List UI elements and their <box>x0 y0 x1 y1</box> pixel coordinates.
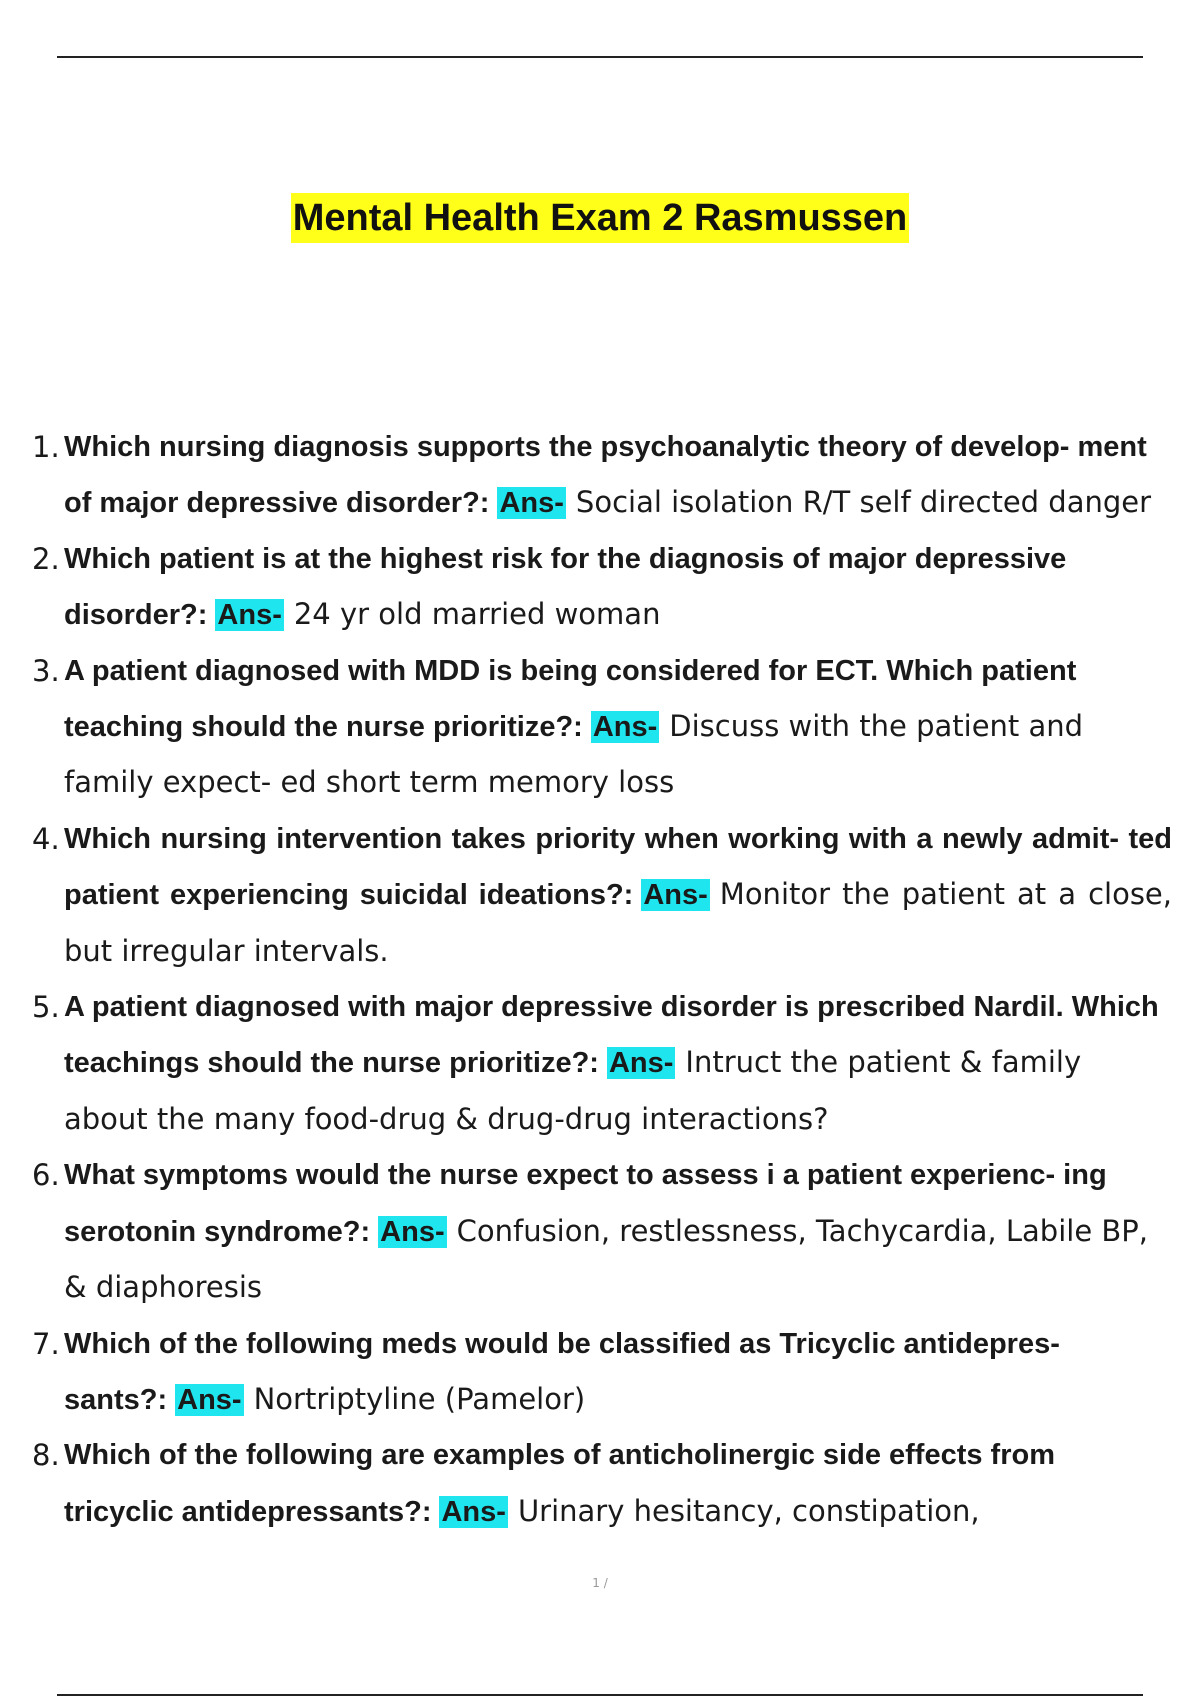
question-text: Which patient is at the highest risk for the diagnosis of major depressive disorder?: <box>64 542 1067 632</box>
answer-text: 24 yr old married woman <box>293 597 661 632</box>
item-number: 6. <box>32 1158 60 1193</box>
answer-tag: Ans- <box>380 1215 445 1248</box>
answer-text: Intruct the patient & family about the many food-drug & drug-drug interactions? <box>64 1045 1082 1136</box>
answer-tag: Ans- <box>217 599 282 632</box>
qa-item-3 <box>32 644 1172 812</box>
answer-text: Nortriptyline (Pamelor) <box>253 1381 586 1416</box>
qa-item-7 <box>32 1317 1172 1429</box>
answer-tag: Ans- <box>592 711 658 744</box>
item-number: 1. <box>32 430 60 464</box>
answer-text: Social isolation R/T self directed danger <box>575 485 1152 520</box>
top-rule <box>57 56 1143 58</box>
question-text: A patient diagnosed with major depressive disorder is prescribed Nardil. Which teachings should the nurse prioritize?: <box>64 991 1159 1080</box>
question-text: Which nursing diagnosis supports the psychoanalytic theory of develop- ment of major depressive disorder?: <box>64 431 1147 520</box>
question-list <box>32 420 1172 1540</box>
bottom-rule <box>57 1694 1143 1696</box>
item-number: 5. <box>32 990 60 1025</box>
question-text: Which nursing intervention takes priority when working with a newly admit- ted patient experiencing suicidal ideations?: <box>64 822 1172 912</box>
item-number: 8. <box>32 1438 60 1473</box>
answer-tag: Ans- <box>441 1495 506 1528</box>
answer-text: Discuss with the patient and family expect- ed short term memory loss <box>64 709 1084 800</box>
answer-tag: Ans- <box>608 1047 674 1080</box>
answer-tag: Ans- <box>177 1383 242 1416</box>
title-block <box>0 193 1200 243</box>
qa-item-8 <box>32 1428 1172 1540</box>
item-number: 7. <box>32 1326 60 1361</box>
qa-item-2 <box>32 532 1172 644</box>
question-text: A patient diagnosed with MDD is being considered for ECT. Which patient teaching should the nurse prioritize?: <box>64 654 1077 744</box>
qa-item-1 <box>32 420 1172 532</box>
document-title: Mental Health Exam 2 Rasmussen <box>291 193 910 243</box>
item-number: 2. <box>32 541 60 576</box>
qa-item-4 <box>32 812 1172 980</box>
qa-item-5 <box>32 980 1172 1148</box>
qa-item-6 <box>32 1148 1172 1316</box>
answer-tag: Ans- <box>643 879 708 912</box>
answer-text: Monitor the patient at a close, but irregular intervals. <box>64 877 1172 968</box>
item-number: 4. <box>32 821 60 856</box>
answer-tag: Ans- <box>499 487 564 520</box>
item-number: 3. <box>32 653 60 688</box>
question-text: Which of the following meds would be classified as Tricyclic antidepres- sants?: <box>64 1327 1060 1416</box>
question-text: Which of the following are examples of anticholinergic side effects from tricyclic antidepressants?: <box>64 1439 1055 1528</box>
page-number: 1 / <box>592 1576 608 1590</box>
question-text: What symptoms would the nurse expect to assess i a patient experienc- ing serotonin syndrome?: <box>64 1159 1107 1248</box>
answer-text: Confusion, restlessness, Tachycardia, Labile BP, & diaphoresis <box>64 1213 1148 1305</box>
answer-text: Urinary hesitancy, constipation, <box>517 1493 980 1528</box>
